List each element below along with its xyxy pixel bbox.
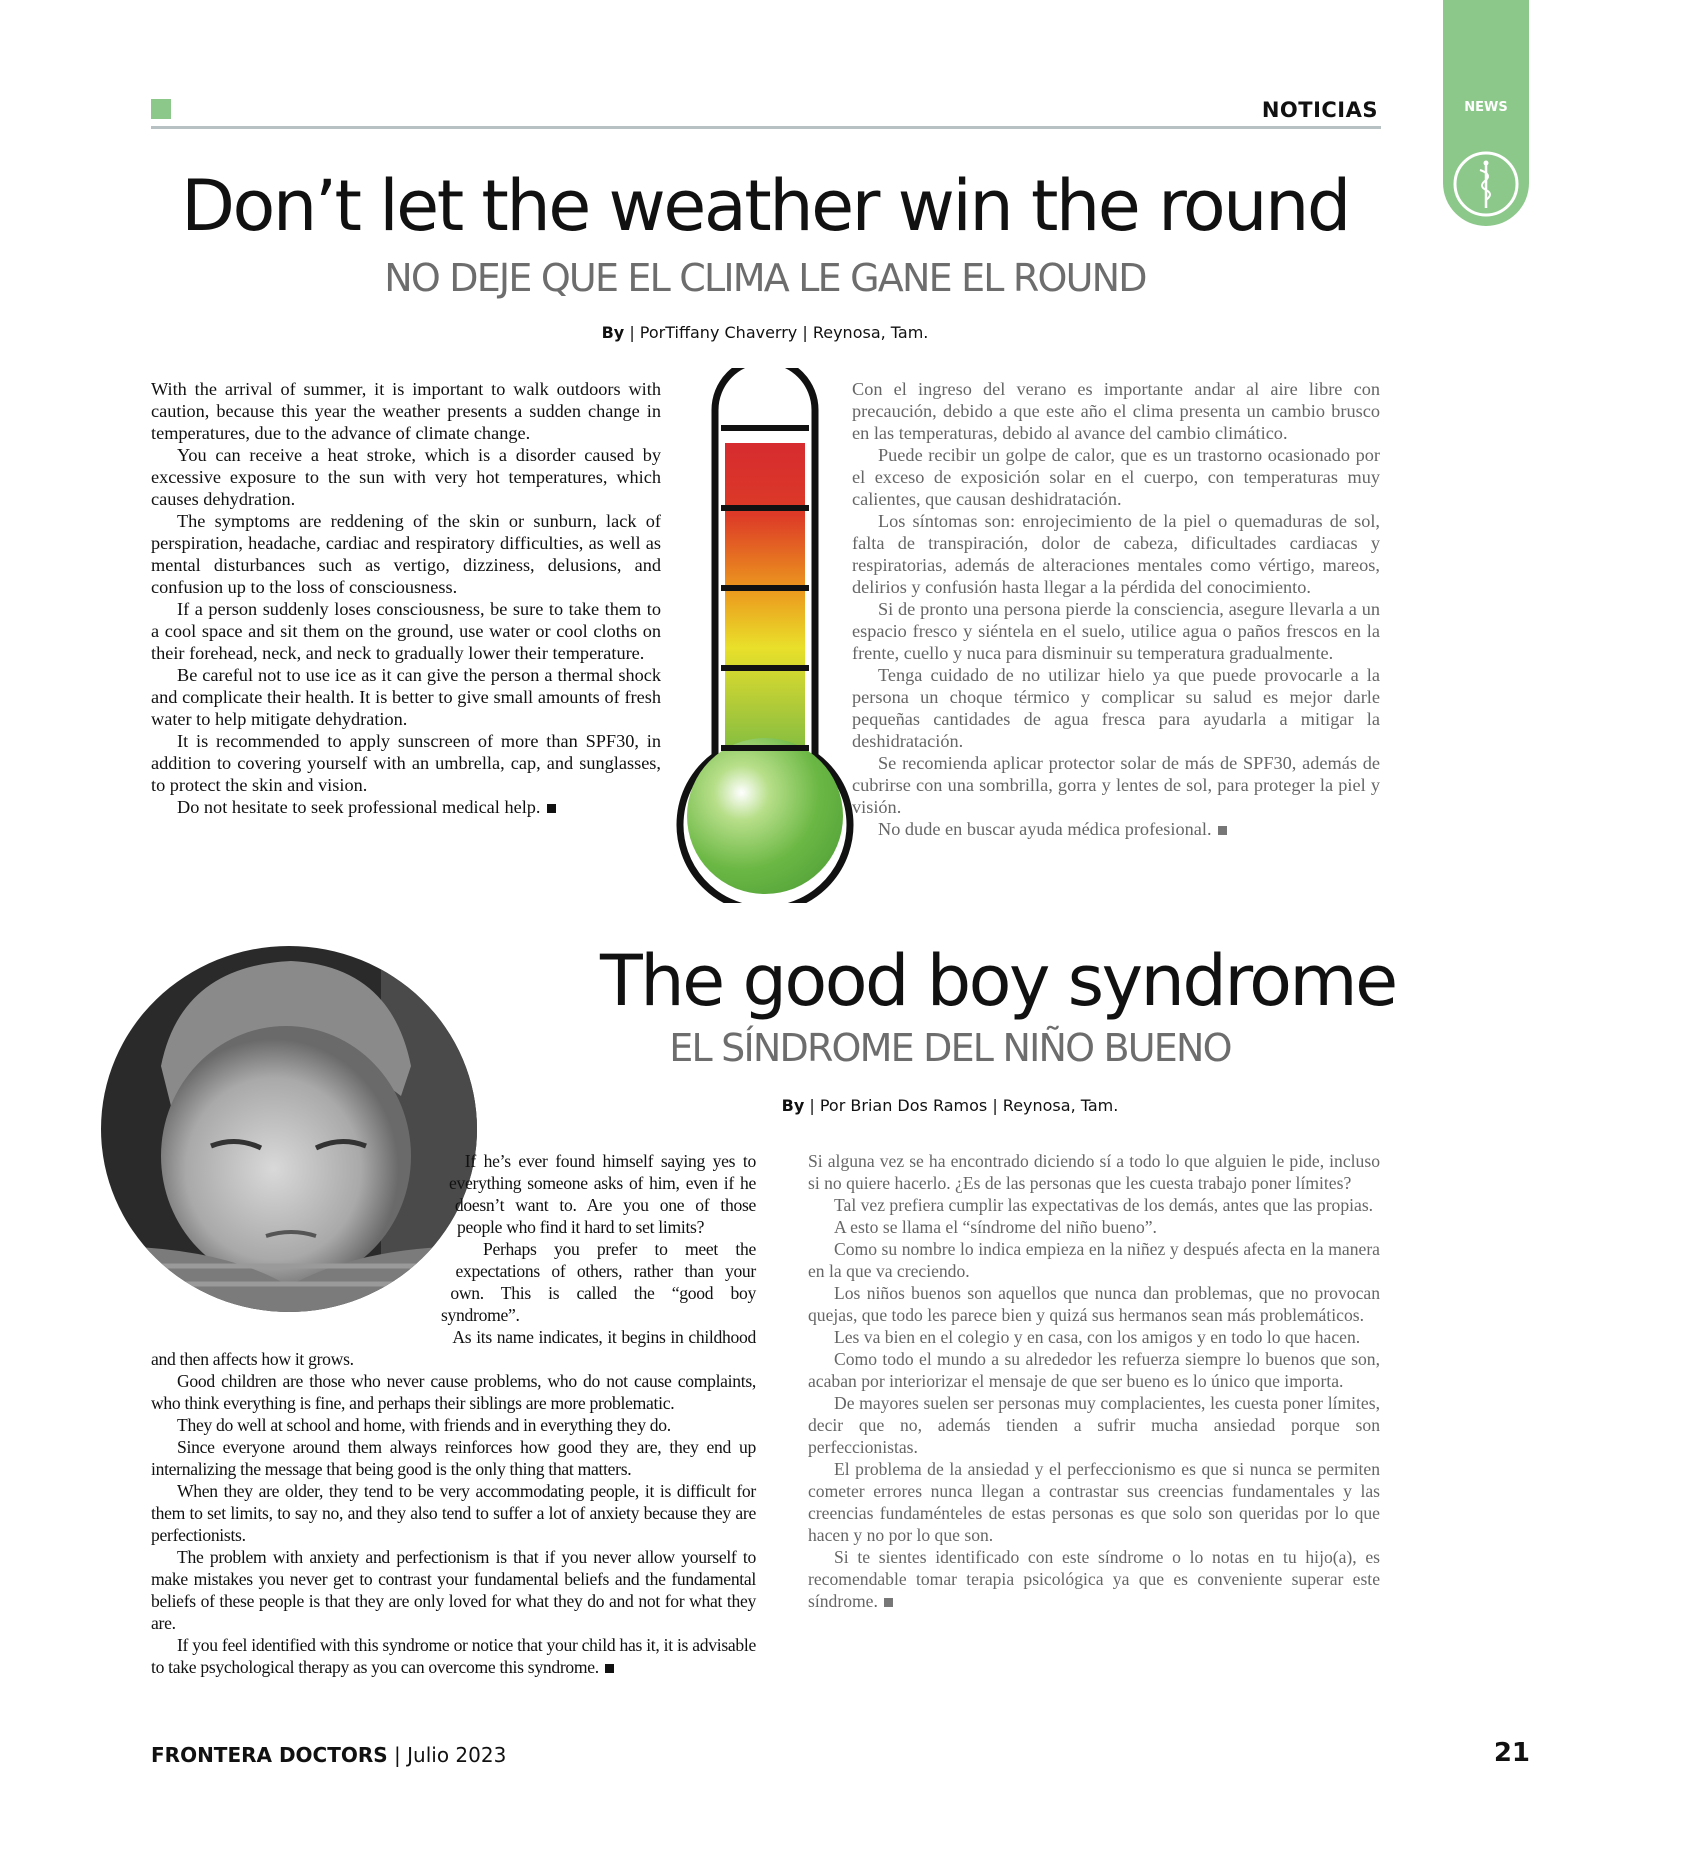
photo-wrap <box>151 1150 491 1330</box>
article1-body-en <box>151 378 661 818</box>
paragraph: They do well at school and home, with friends and in everything they do. <box>177 1415 671 1435</box>
paragraph: If he’s ever found himself saying yes to everything someone asks of him, even if he doesn’t want to. Are you one of those people who find it hard to set limits? <box>449 1151 756 1237</box>
page-number: 21 <box>1493 1738 1530 1768</box>
byline-by: By <box>781 1096 805 1115</box>
paragraph: De mayores suelen ser personas muy complacientes, les cuesta poner límites, decir que no, además tienden a sufrir mucha ansiedad porque son perfeccionistas. <box>808 1393 1380 1457</box>
news-tab-label: NEWS <box>1464 100 1508 115</box>
paragraph: Si alguna vez se ha encontrado diciendo sí a todo lo que alguien le pide, incluso si no quiere hacerlo. ¿Es de las personas que les cuesta trabajo poner límites? <box>808 1151 1380 1193</box>
byline-author: | PorTiffany Chaverry | Reynosa, Tam. <box>629 323 929 342</box>
end-mark <box>1218 826 1227 835</box>
end-mark <box>884 1598 893 1607</box>
article2-body-es <box>808 1150 1380 1612</box>
magazine-name: FRONTERA DOCTORS <box>151 1743 388 1767</box>
paragraph-last <box>151 796 661 818</box>
article2-title: The good boy syndrome <box>600 940 1396 1022</box>
end-mark <box>605 1664 614 1673</box>
paragraph: Los niños buenos son aquellos que nunca dan problemas, que no provocan quejas, que todo les parece bien y quizá sus hermanos sean más problemáticos. <box>808 1283 1380 1325</box>
paragraph: Tenga cuidado de no utilizar hielo ya que puede provocarle a la persona un choque térmico y complicar su salud es mejor darle pequeñas cantidades de agua fresca para ayudarla a mitigar la deshidratación. <box>852 665 1380 751</box>
article1-subtitle: NO DEJE QUE EL CLIMA LE GANE EL ROUND <box>384 256 1146 300</box>
paragraph: Se recomienda aplicar protector solar de más de SPF30, además de cubrirse con una sombrilla, gorra y lentes de sol, para proteger la piel y visión. <box>852 753 1380 817</box>
paragraph-last <box>852 818 1380 840</box>
paragraph: Be careful not to use ice as it can give the person a thermal shock and complicate their health. It is better to give small amounts of fresh water to help mitigate dehydration. <box>151 665 661 729</box>
paragraph-text: Do not hesitate to seek professional medical help. <box>177 797 541 817</box>
article1-byline <box>0 323 1530 342</box>
paragraph: Como todo el mundo a su alrededor les refuerza siempre lo buenos que son, acaban por interiorizar el mensaje de que ser bueno es lo único que importa. <box>808 1349 1380 1391</box>
article1-body-es <box>852 378 1380 840</box>
paragraph: A esto se llama el “síndrome del niño bueno”. <box>834 1217 1157 1237</box>
paragraph: Tal vez prefiera cumplir las expectativas de los demás, antes que las propias. <box>834 1195 1374 1215</box>
paragraph: The symptoms are reddening of the skin or sunburn, lack of perspiration, headache, cardiac and respiratory difficulties, as well as mental disturbances such as vertigo, dizziness, delusions, and confusion up to the loss of consciousness. <box>151 511 661 597</box>
paragraph: Good children are those who never cause problems, who do not cause complaints, who think everything is fine, and perhaps their siblings are more problematic. <box>151 1371 756 1413</box>
paragraph: Como su nombre lo indica empieza en la niñez y después afecta en la manera en la que va creciendo. <box>808 1239 1380 1281</box>
byline-by: By <box>601 323 625 342</box>
byline-author: | Por Brian Dos Ramos | Reynosa, Tam. <box>809 1096 1119 1115</box>
article1-title: Don’t let the weather win the round <box>181 165 1349 247</box>
footer-brand <box>151 1743 506 1767</box>
paragraph-text: Si te sientes identificado con este síndrome o lo notas en tu hijo(a), es recomendable tomar terapia psicológica ya que es conveniente superar este síndrome. <box>808 1547 1380 1611</box>
paragraph-text: If you feel identified with this syndrome or notice that your child has it, it is advisable to take psychological therapy as you can overcome this syndrome. <box>151 1635 756 1677</box>
thermometer-icon <box>675 368 855 903</box>
paragraph: Perhaps you prefer to meet the expectations of others, rather than your own. This is called the “good boy syndrome”. <box>441 1239 756 1325</box>
article2-byline <box>600 1096 1300 1115</box>
paragraph: It is recommended to apply sunscreen of more than SPF30, in addition to covering yourself with an umbrella, cap, and sunglasses, to protect the skin and vision. <box>151 731 661 795</box>
issue-date: | Julio 2023 <box>394 1743 507 1767</box>
paragraph-last <box>151 1634 756 1678</box>
paragraph: Puede recibir un golpe de calor, que es un trastorno ocasionado por el exceso de exposición solar en el cuerpo, con temperaturas muy calientes, que causan deshidratación. <box>852 445 1380 509</box>
article2-subtitle: EL SÍNDROME DEL NIÑO BUENO <box>669 1026 1231 1070</box>
paragraph: With the arrival of summer, it is important to walk outdoors with caution, because this year the weather presents a sudden change in temperatures, due to the advance of climate change. <box>151 379 661 443</box>
section-marker <box>151 99 171 119</box>
article2-body-en <box>151 1150 756 1678</box>
section-rule <box>151 126 1381 129</box>
paragraph-text: No dude en buscar ayuda médica profesional. <box>878 819 1212 839</box>
paragraph: Les va bien en el colegio y en casa, con los amigos y en todo lo que hacen. <box>834 1327 1361 1347</box>
paragraph: If a person suddenly loses consciousness, be sure to take them to a cool space and sit them on the ground, use water or cool cloths on their forehead, neck, and neck to gradually lower their temperature. <box>151 599 661 663</box>
paragraph: When they are older, they tend to be very accommodating people, it is difficult for them to set limits, to say no, and they also tend to suffer a lot of anxiety because they are perfectionists. <box>151 1481 756 1545</box>
paragraph: Los síntomas son: enrojecimiento de la piel o quemaduras de sol, falta de transpiración, dolor de cabeza, dificultades cardiacas y respiratorias, además de alteraciones mentales como vértigo, mareos, delirios y confusión hasta llegar a la pérdida del conocimiento. <box>852 511 1380 597</box>
paragraph: Si de pronto una persona pierde la consciencia, asegure llevarla a un espacio fresco y siéntela en el suelo, utilice agua o paños frescos en la frente, cuello y nuca para disminuir su temperatura gradualmente. <box>852 599 1380 663</box>
paragraph: As its name indicates, it begins in childhood and then affects how it grows. <box>151 1327 756 1369</box>
paragraph: Con el ingreso del verano es importante andar al aire libre con precaución, debido a que este año el clima presenta un cambio brusco en las temperaturas, debido al avance del cambio climático. <box>852 379 1380 443</box>
paragraph: The problem with anxiety and perfectionism is that if you never allow yourself to make mistakes you never get to contrast your fundamental beliefs and the fundamental beliefs of these people is that they are only loved for what they do and not for what they are. <box>151 1547 756 1633</box>
paragraph-last <box>808 1546 1380 1612</box>
paragraph: You can receive a heat stroke, which is a disorder caused by excessive exposure to the sun with very hot temperatures, which causes dehydration. <box>151 445 661 509</box>
section-label: NOTICIAS <box>1261 98 1378 122</box>
end-mark <box>547 804 556 813</box>
paragraph: El problema de la ansiedad y el perfeccionismo es que si nunca se permiten cometer errores nunca llegan a contrastar sus creencias fundamentales y las creencias fundaménteles de estas personas es que solo son queridas por lo que hacen y no por lo que son. <box>808 1459 1380 1545</box>
paragraph: Since everyone around them always reinforces how good they are, they end up internalizing the message that being good is the only thing that matters. <box>151 1437 756 1479</box>
